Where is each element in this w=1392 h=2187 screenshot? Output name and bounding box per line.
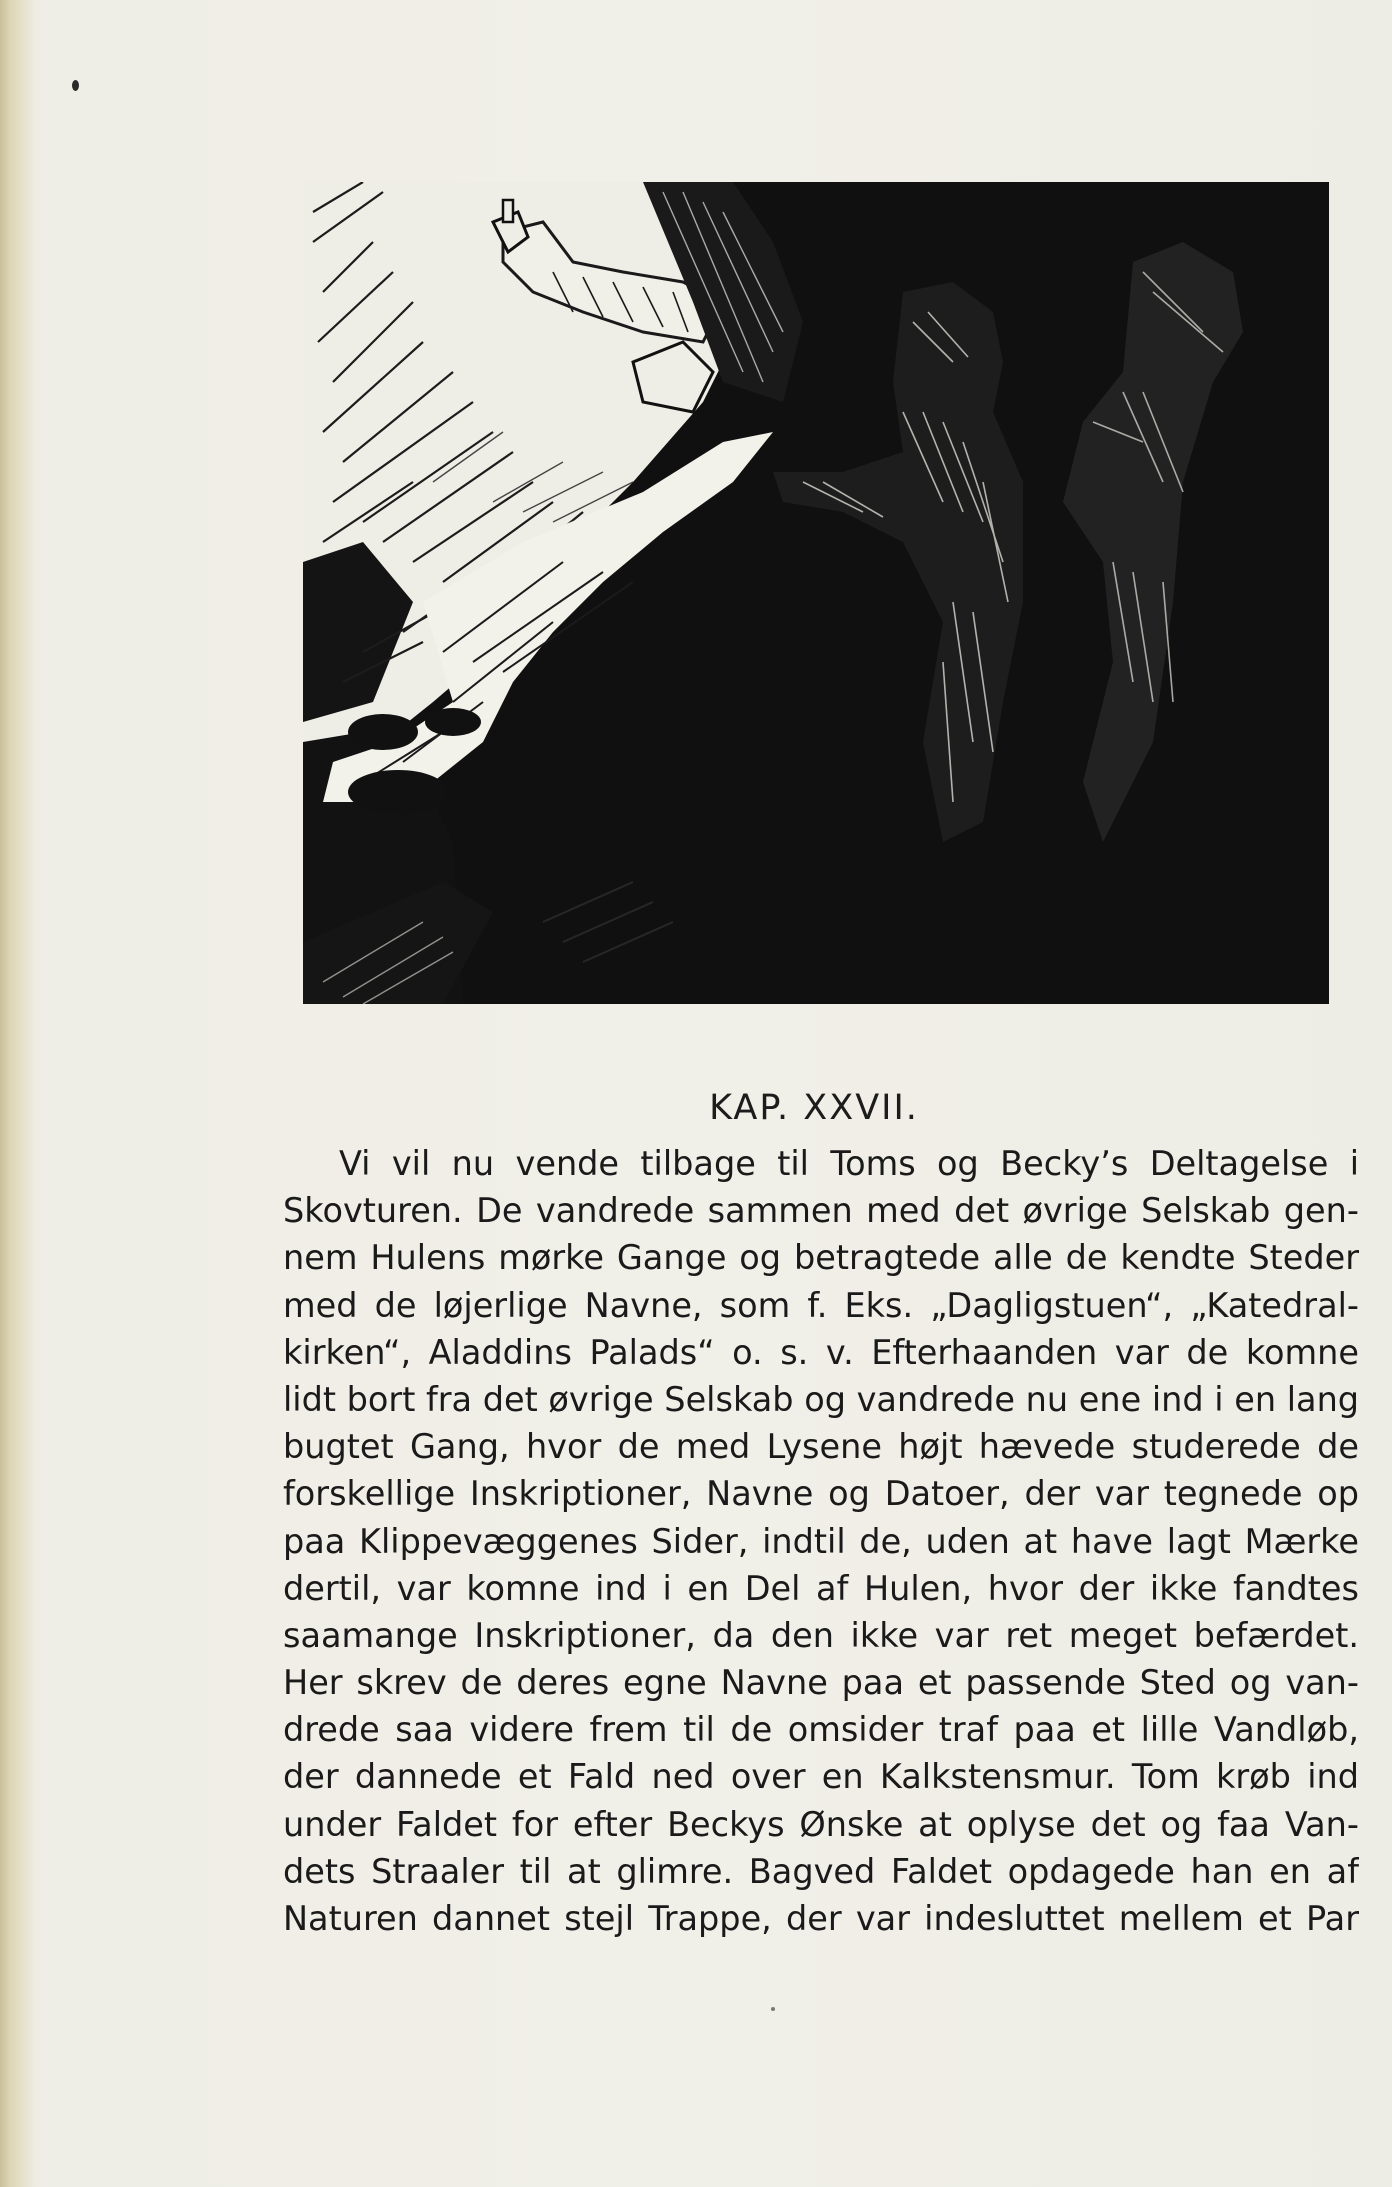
text-line: Vi vil nu vende tilbage til Toms og Becky’s Deltagelse i [339, 1144, 1359, 1183]
chapter-body-text [283, 1140, 1359, 1942]
text-line: Naturen dannet stejl Trappe, der var indesluttet mellem et Par [283, 1899, 1359, 1938]
text-line: med de løjerlige Navne, som f. Eks. „Dagligstuen“, „Katedral- [283, 1285, 1359, 1325]
text-line: der dannede et Fald ned over en Kalkstensmur. Tom krøb ind [283, 1757, 1359, 1797]
cave-scene-illustration-icon [303, 182, 1329, 1004]
ink-speck [72, 80, 79, 91]
text-line: Skovturen. De vandrede sammen med det øvrige Selskab gen- [283, 1191, 1359, 1231]
text-line: kirken“, Aladdins Palads“ o. s. v. Efterhaanden var de komne [283, 1332, 1359, 1372]
text-line: bugtet Gang, hvor de med Lysene højt hævede studerede de [283, 1427, 1359, 1467]
text-line: paa Klippevæggenes Sider, indtil de, uden at have lagt Mærke [283, 1521, 1359, 1561]
text-line: under Faldet for efter Beckys Ønske at oplyse det og faa Van- [283, 1804, 1359, 1844]
text-line: lidt bort fra det øvrige Selskab og vandrede nu ene ind i en lang [283, 1379, 1359, 1419]
text-line: dertil, var komne ind i en Del af Hulen, hvor der ikke fandtes [283, 1568, 1359, 1608]
cave-scene-illustration [303, 182, 1329, 1004]
text-line: nem Hulens mørke Gange og betragtede alle de kendte Steder [283, 1238, 1359, 1278]
text-line: saamange Inskriptioner, da den ikke var ret meget befærdet. [283, 1615, 1359, 1655]
text-line: dets Straaler til at glimre. Bagved Faldet opdagede han en af [283, 1851, 1359, 1891]
text-line: forskellige Inskriptioner, Navne og Datoer, der var tegnede op [283, 1474, 1359, 1514]
chapter-heading: KAP. XXVII. [709, 1088, 919, 1128]
text-line: Her skrev de deres egne Navne paa et passende Sted og van- [283, 1663, 1359, 1703]
text-line: drede saa videre frem til de omsider traf paa et lille Vandløb, [283, 1710, 1359, 1750]
ink-speck [771, 2007, 775, 2011]
